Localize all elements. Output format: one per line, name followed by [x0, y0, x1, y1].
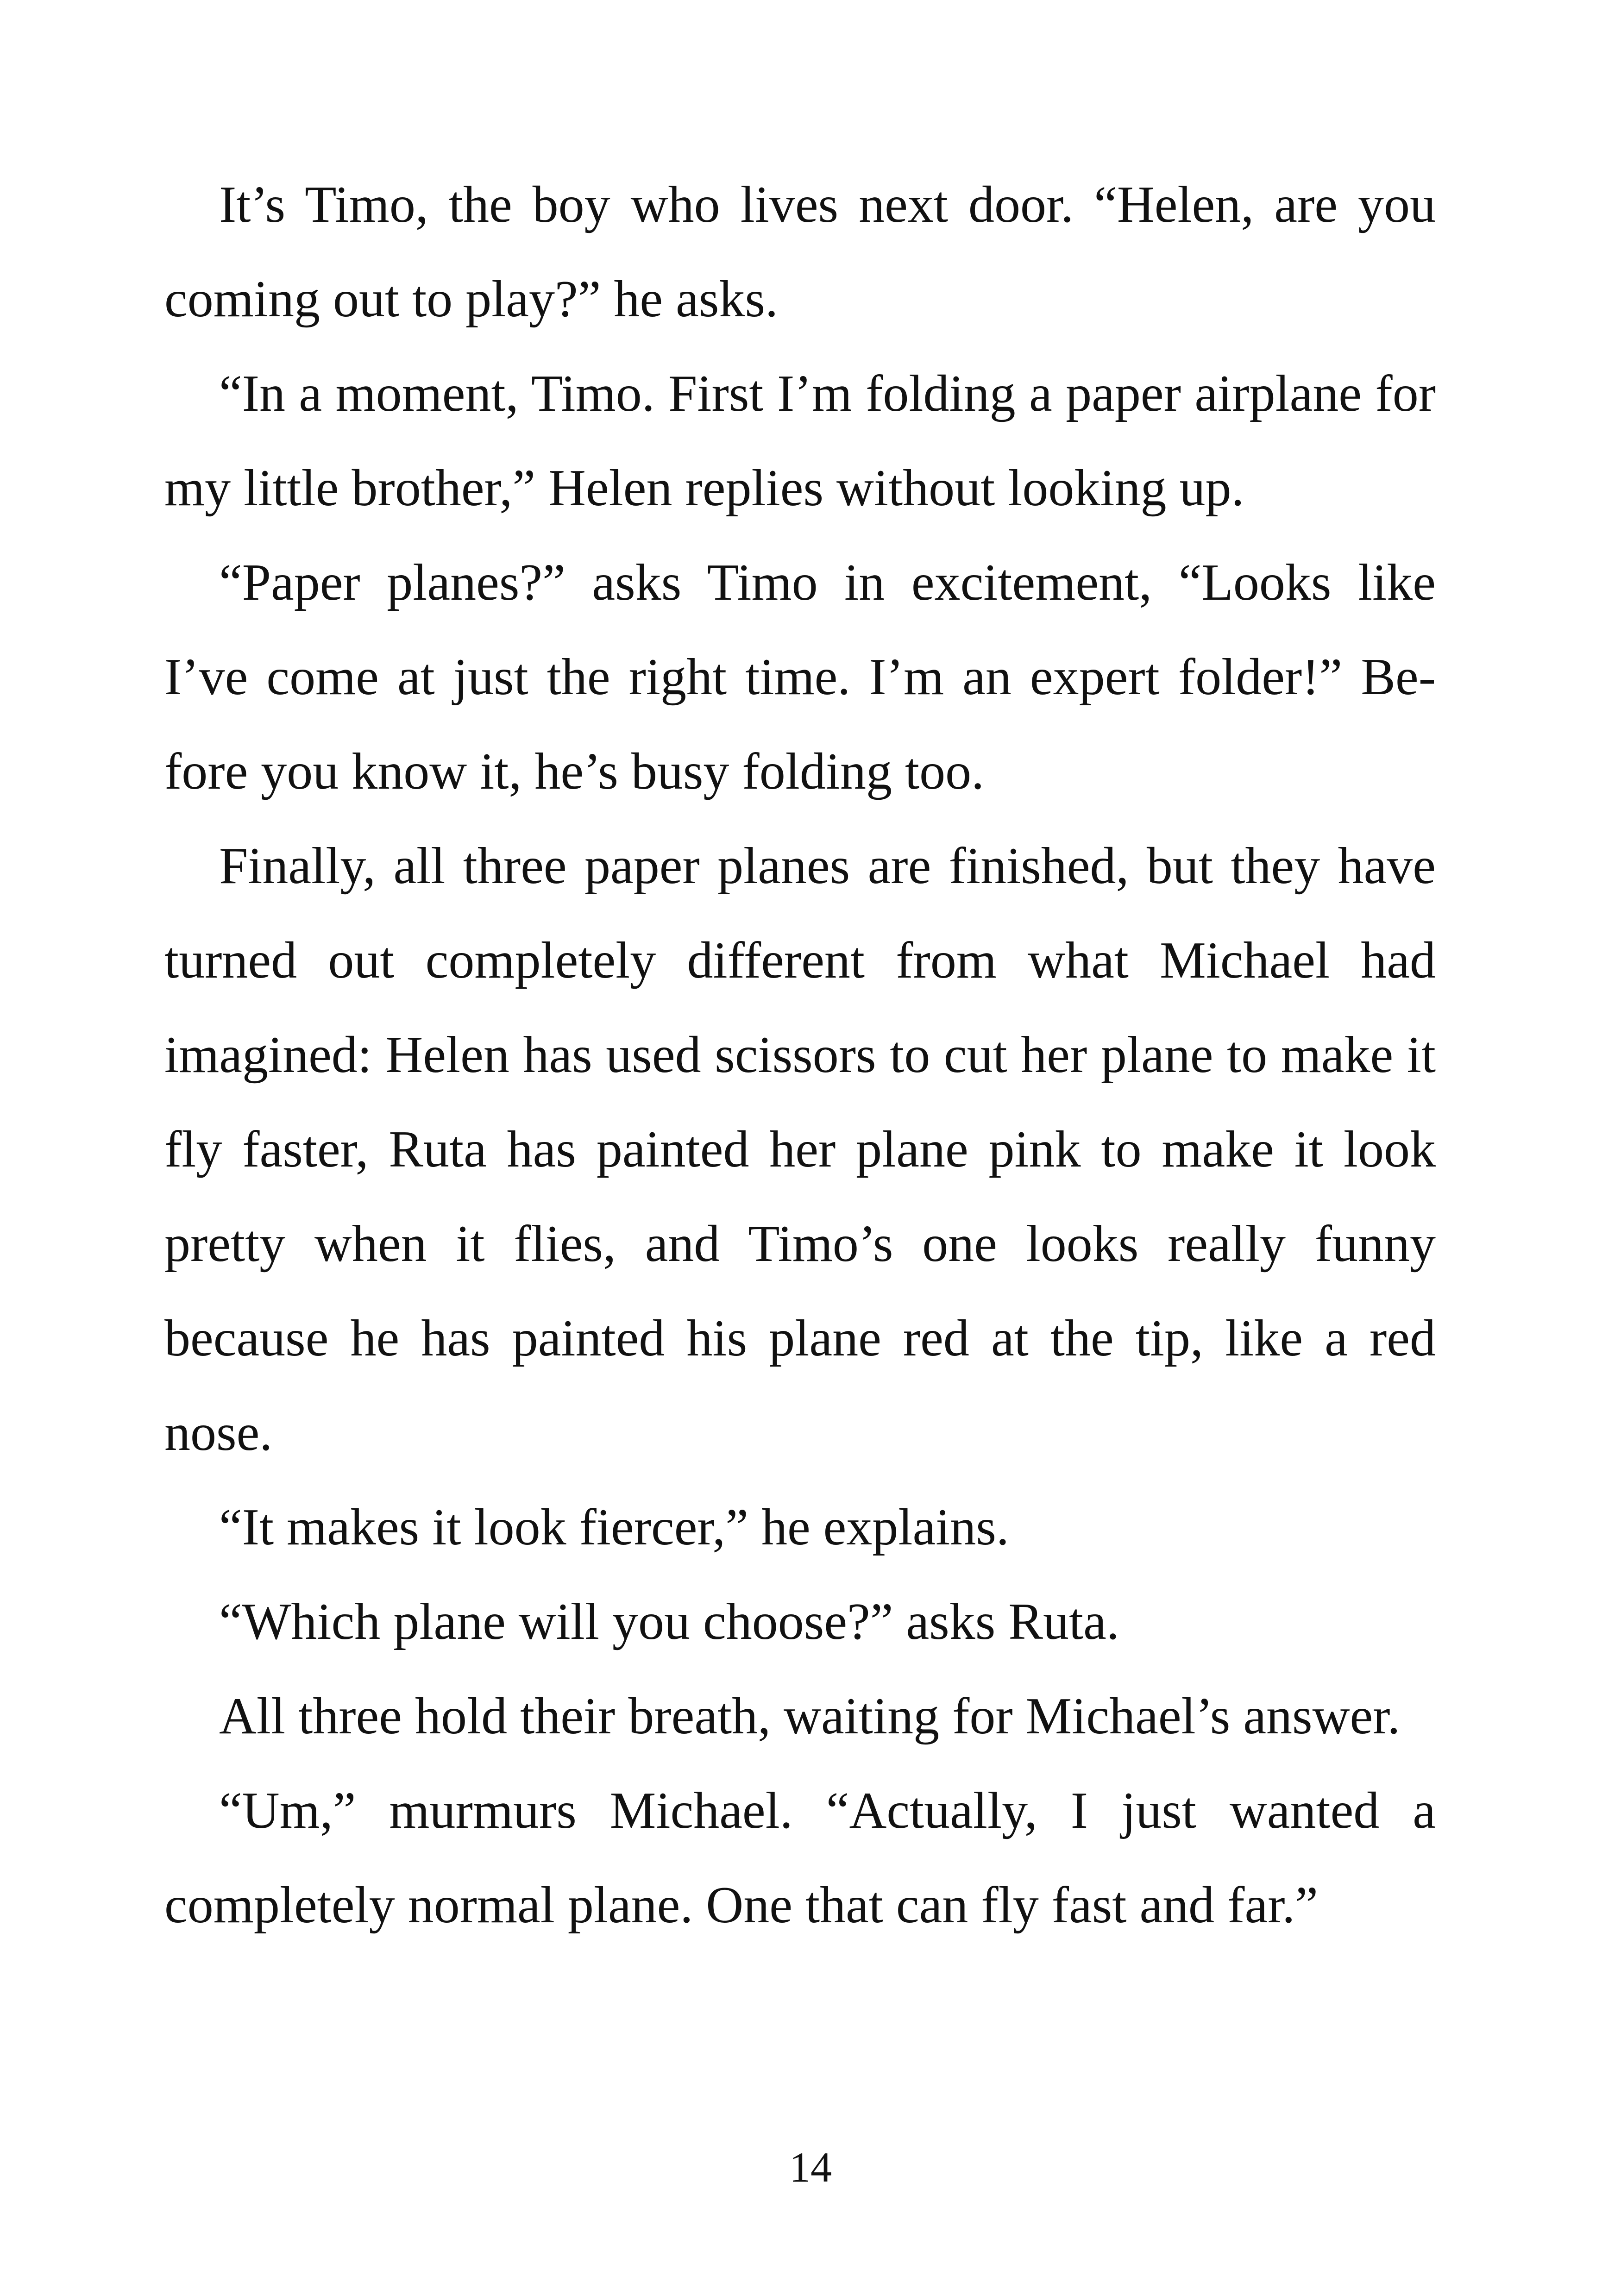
story-text [164, 157, 1436, 1952]
paragraph-helen-replies: “In a moment, Timo. First I’m folding a paper airplane for my little brother,” Helen replies without looking up. [164, 365, 1436, 517]
paragraph-hold-breath: All three hold their breath, waiting for Michael’s answer. [219, 1687, 1401, 1745]
paragraph-timo-arrives: It’s Timo, the boy who lives next door. “Helen, are you coming out to play?” he asks. [164, 176, 1436, 328]
paragraph-ruta-asks: “Which plane will you choose?” asks Ruta. [219, 1593, 1119, 1650]
paragraph-michael-answer: “Um,” murmurs Michael. “Actually, I just wanted a completely normal plane. One that can fly fast and far.” [164, 1782, 1436, 1934]
paragraph-timo-expert: “Paper planes?” asks Timo in excitement, “Looks like I’ve come at just the right time. I’m an expert folder!” Before you know it, he’s busy folding too. [164, 554, 1436, 800]
page-number: 14 [789, 2144, 832, 2191]
paragraph-planes-finished: Finally, all three paper planes are finished, but they have turned out completely different from what Michael had imagined: Helen has used scissors to cut her plane to make it fly faster, Ruta has painted her plane pink to make it look pretty when it flies, and Timo’s one looks really funny because he has painted his plane red at the tip, like a red nose. [164, 837, 1436, 1462]
paragraph-fiercer: “It makes it look fiercer,” he explains. [219, 1499, 1009, 1556]
